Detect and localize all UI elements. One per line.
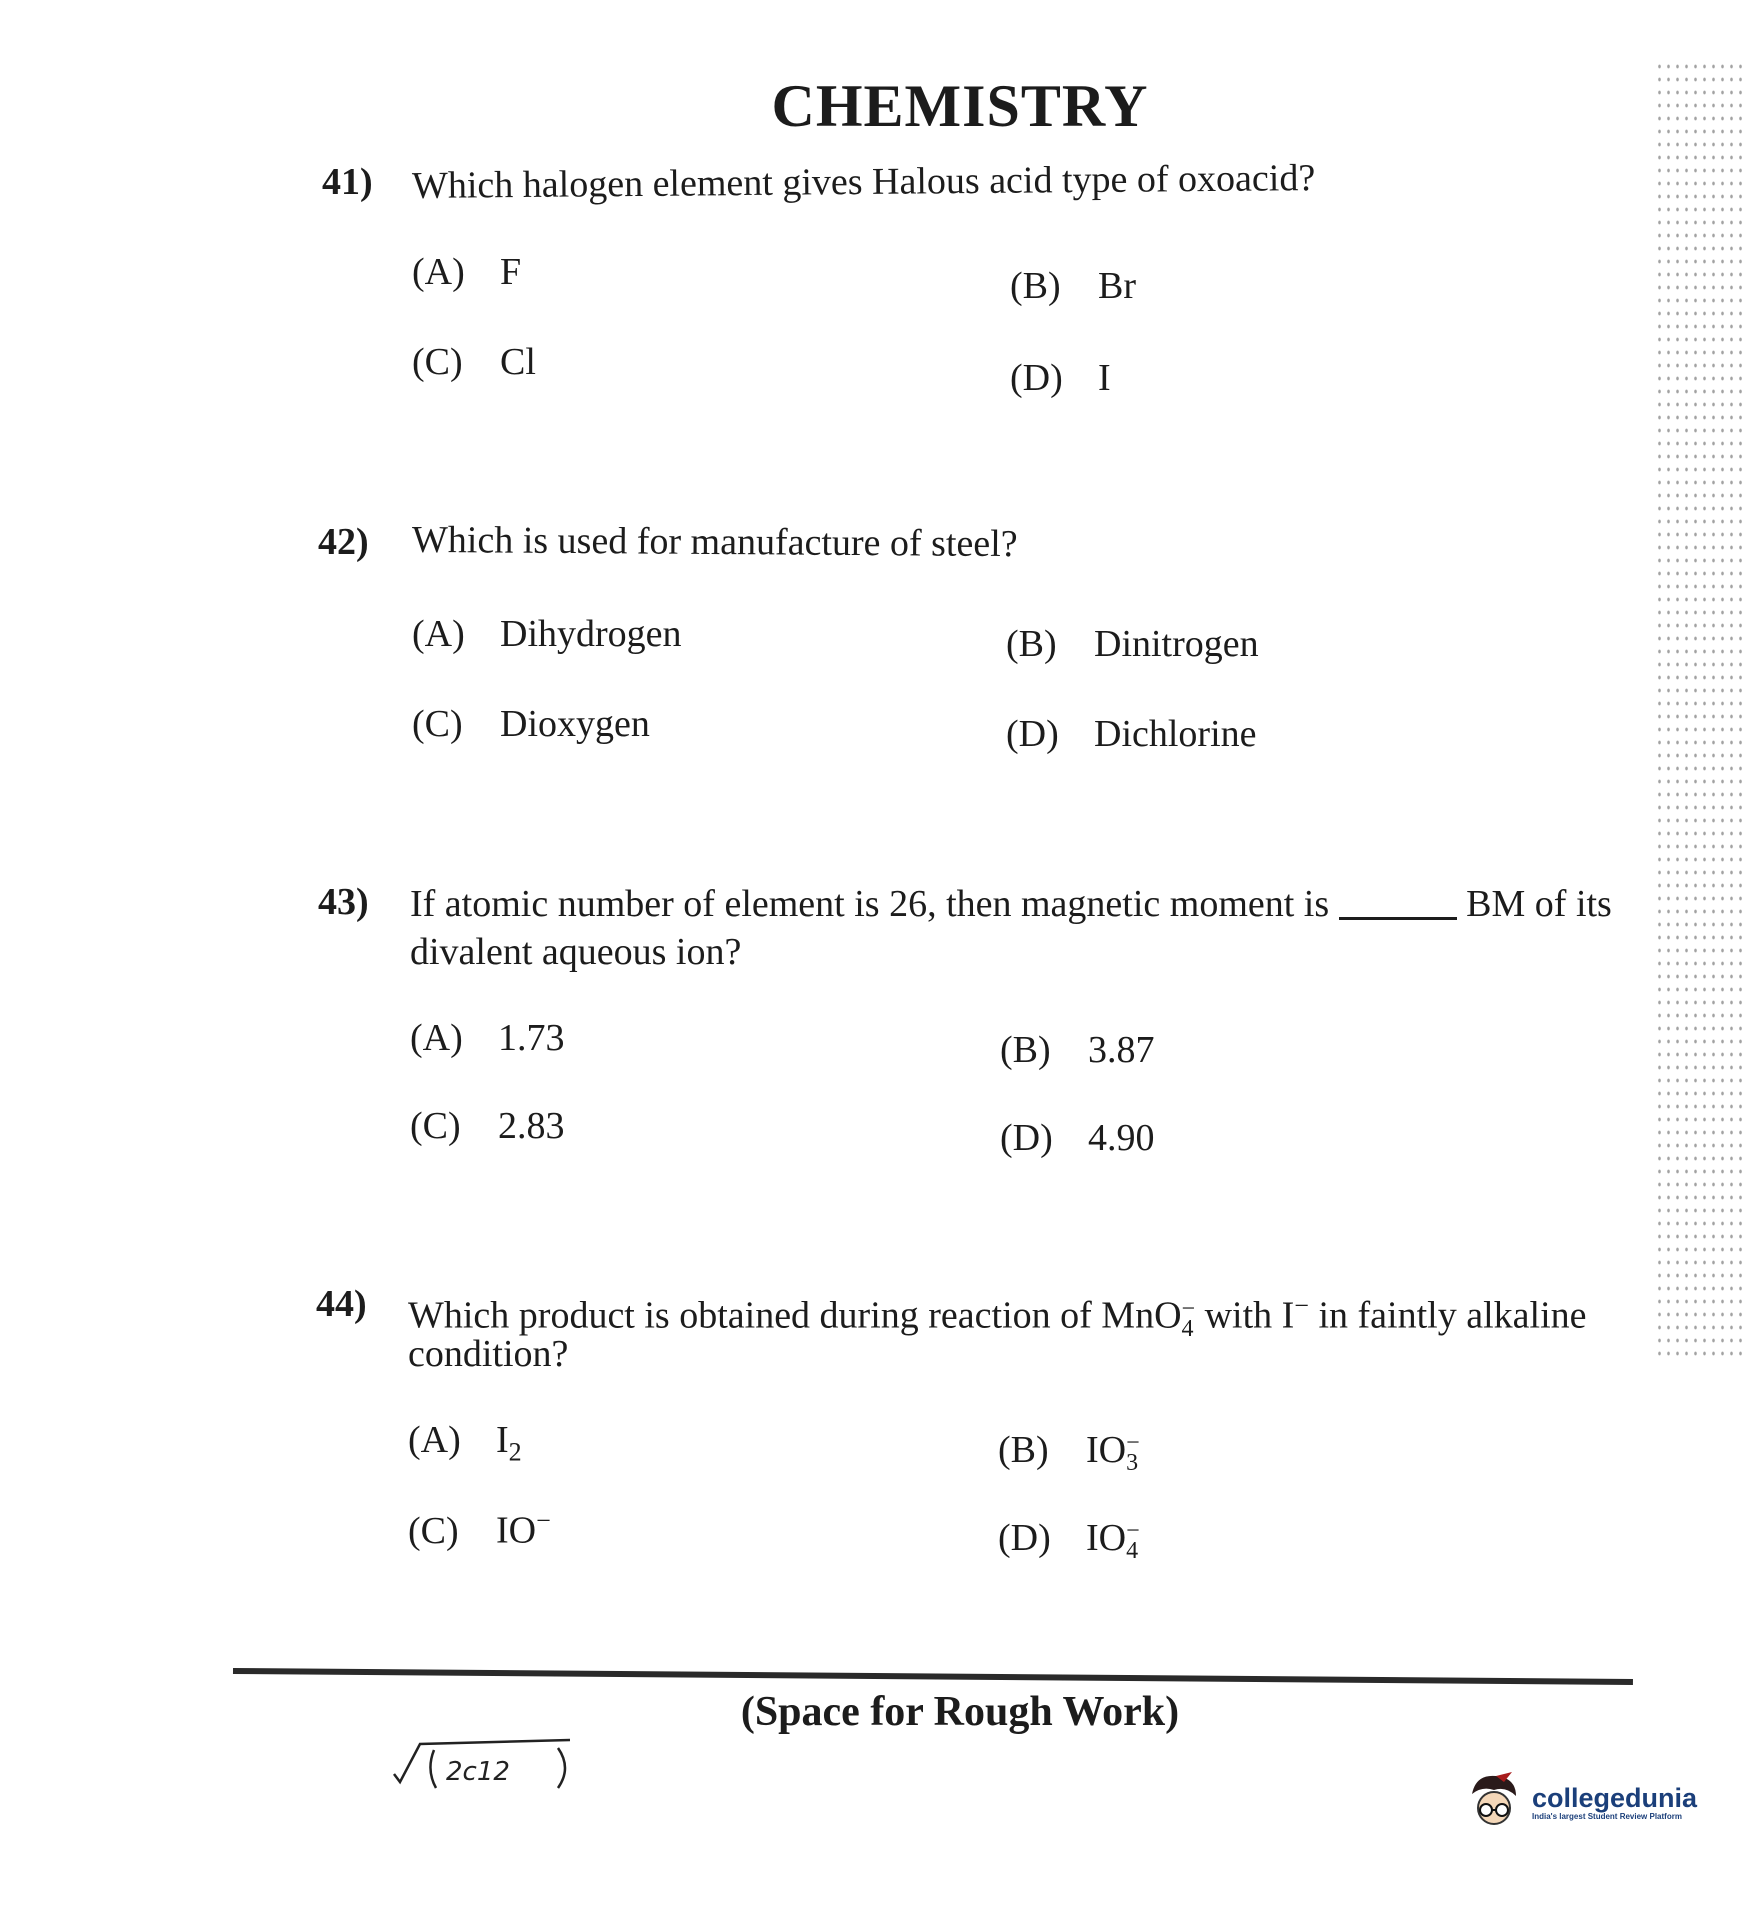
option-b: (B) Br (1010, 265, 1136, 307)
handwritten-root-icon (390, 1730, 580, 1800)
mascot-icon (1466, 1772, 1522, 1832)
option-b: (B) Dinitrogen (1006, 623, 1259, 665)
option-c: (C) IO− (408, 1506, 551, 1552)
question-text: Which is used for manufacture of steel? (411, 518, 1018, 566)
option-c: (C) Cl (412, 341, 536, 383)
question-text-line2: divalent aqueous ion? (410, 931, 742, 973)
question-number: 44) (316, 1283, 367, 1325)
scan-noise-edge (1655, 60, 1745, 1360)
option-a: (A) F (412, 251, 522, 293)
collegedunia-logo (1466, 1772, 1697, 1832)
option-b: (B) IO − 3 (998, 1429, 1140, 1477)
answer-blank (1339, 917, 1457, 920)
option-a: (A) 1.73 (410, 1017, 565, 1059)
divider-line (233, 1668, 1633, 1685)
question-text: If atomic number of element is 26, then magnetic moment is BM of its (410, 883, 1612, 925)
question-number: 42) (318, 521, 369, 563)
option-d: (D) Dichlorine (1006, 713, 1257, 755)
logo-name: collegedunia (1532, 1782, 1698, 1813)
handwritten-note (390, 1730, 580, 1805)
ion-charge-stack: − 4 (1181, 1295, 1196, 1342)
question-text: Which product is obtained during reaction of MnO − 4 with I− in faintly alkaline (408, 1291, 1587, 1342)
option-d: (D) 4.90 (1000, 1117, 1155, 1159)
option-b: (B) 3.87 (1000, 1029, 1155, 1071)
question-number: 41) (322, 161, 373, 203)
option-c: (C) Dioxygen (412, 703, 650, 745)
option-a: (A) Dihydrogen (412, 613, 682, 655)
option-d: (D) I (1010, 357, 1111, 399)
rough-work-label: (Space for Rough Work) (740, 1689, 1180, 1735)
option-d: (D) IO − 4 (998, 1517, 1140, 1565)
option-c: (C) 2.83 (410, 1105, 565, 1147)
handwritten-text: 2c12 (446, 1757, 510, 1787)
option-a: (A) $I_2$ (408, 1419, 522, 1467)
page-title: CHEMISTRY (771, 73, 1149, 139)
question-text-line2: condition? (408, 1333, 569, 1375)
question-text: Which halogen element gives Halous acid type of oxoacid? (411, 157, 1316, 207)
logo-tagline: India's largest Student Review Platform (1532, 1811, 1682, 1821)
question-number: 43) (318, 881, 369, 923)
